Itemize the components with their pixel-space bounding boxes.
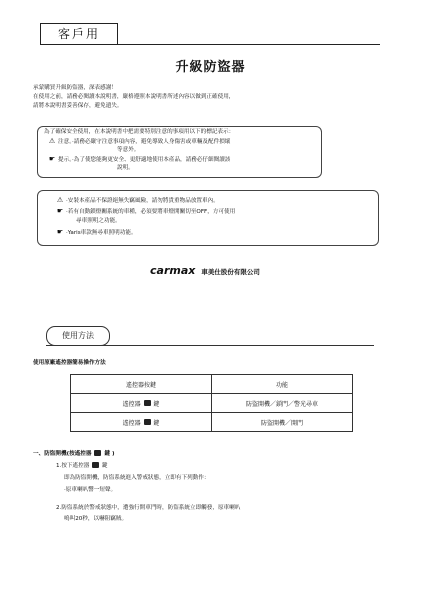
key-prefix: 遙控器 xyxy=(122,419,141,427)
section-divider xyxy=(46,345,374,346)
intro-line-1: 承蒙購買升級防盜器，深表感謝！ xyxy=(33,85,117,91)
section-subtitle: 使用原廠遙控器簡易操作方法 xyxy=(33,360,106,366)
step1-suffix: 鍵 xyxy=(101,463,108,469)
usage-tab: 使用方法 xyxy=(46,326,110,346)
lock-icon xyxy=(144,400,151,406)
lock-icon xyxy=(92,462,99,468)
table-key-cell xyxy=(71,413,212,432)
table-row xyxy=(71,413,353,432)
step2-line-1: 2.防盜系統於警戒狀態中，遭強行開車門時，防盜系統立即觸發，原車喇叭 xyxy=(56,505,241,511)
warning-line-3: 尋車照明之功能。 xyxy=(76,218,121,224)
header-divider xyxy=(40,44,380,45)
remote-key-table xyxy=(70,374,353,432)
step1-prefix: 1.按下遙控器 xyxy=(56,463,90,469)
table-function-cell: 防盜開機／鎖門／警光尋車 xyxy=(212,394,353,413)
warning-line-1 xyxy=(56,196,219,206)
unlock-icon xyxy=(144,419,151,425)
key-prefix: 遙控器 xyxy=(122,400,141,408)
warning-line-4 xyxy=(56,228,137,238)
step1-line-3: ‧原車喇叭響一短聲。 xyxy=(64,487,117,493)
tip-line xyxy=(48,155,230,165)
lock-icon xyxy=(94,450,101,456)
carmax-brand: carmax xyxy=(150,264,196,277)
table-header-cell: 遙控器按鍵 xyxy=(71,375,212,394)
warning-triangle-icon: ⚠ xyxy=(56,196,64,204)
step1-line-2: 即為防盜開機，防盜系統進入警戒狀態，立即有下列動作： xyxy=(64,475,210,481)
pointing-hand-icon: ☛ xyxy=(56,207,64,215)
warning-text-2: ‧若有自動鎖燈關系統的車種，必須要將車燈開關切至OFF，方可使用 xyxy=(66,209,236,215)
caution-text: 注意。‧請務必嚴守注意事項內容，避免導致人身傷害或車輛及配件損壞 xyxy=(58,139,231,145)
intro-line-2: 在使用之前，請務必閱讀本說明書，嚴格遵照本說明書所述內容以做到正確使用， xyxy=(33,94,235,100)
warning-triangle-icon: ⚠ xyxy=(48,137,56,145)
step2-line-2: 鳴叫20秒，以嚇阻竊賊。 xyxy=(64,516,128,522)
step1-line-1 xyxy=(56,462,107,471)
warning-text-1: ‧安裝本產品不保證絕無失竊風險，請勿將貴重物品放置車內。 xyxy=(66,198,219,204)
tip-text: 提示。‧為了使您能夠更安全、更舒適地使用本產品，請務必仔細閱讀該 xyxy=(58,157,231,163)
pointing-hand-icon: ☛ xyxy=(48,155,56,163)
intro-line-3: 請將本說明書妥善保存，避免遺失。 xyxy=(33,103,123,109)
warning-text-4: ‧Yaris車款無尋車照明功能。 xyxy=(66,230,137,236)
table-function-cell: 防盜開機／開門 xyxy=(212,413,353,432)
table-row xyxy=(71,394,353,413)
item1-heading xyxy=(33,450,115,459)
pointing-hand-icon: ☛ xyxy=(56,228,64,236)
caution-line-2: 等意外。 xyxy=(117,147,140,153)
company-name: 車美仕股份有限公司 xyxy=(201,268,260,276)
carmax-logo xyxy=(150,264,260,277)
key-suffix: 鍵 xyxy=(153,400,160,408)
item1-heading-prefix: 一、防盜開機(按遙控器 xyxy=(33,451,92,457)
tip-line-2: 說明。 xyxy=(117,165,134,171)
customer-tab: 客戶用 xyxy=(40,23,118,45)
table-key-cell xyxy=(71,394,212,413)
page-title: 升級防盜器 xyxy=(175,60,246,75)
item1-heading-suffix: 鍵 ) xyxy=(104,451,115,457)
notice-heading: 為了確保安全使用，在本說明書中把需要特別注意的事項用以下的標記表示： xyxy=(44,129,235,135)
table-header-cell: 功能 xyxy=(212,375,353,394)
key-suffix: 鍵 xyxy=(153,419,160,427)
warning-line-2 xyxy=(56,207,235,217)
table-header-row xyxy=(71,375,353,394)
